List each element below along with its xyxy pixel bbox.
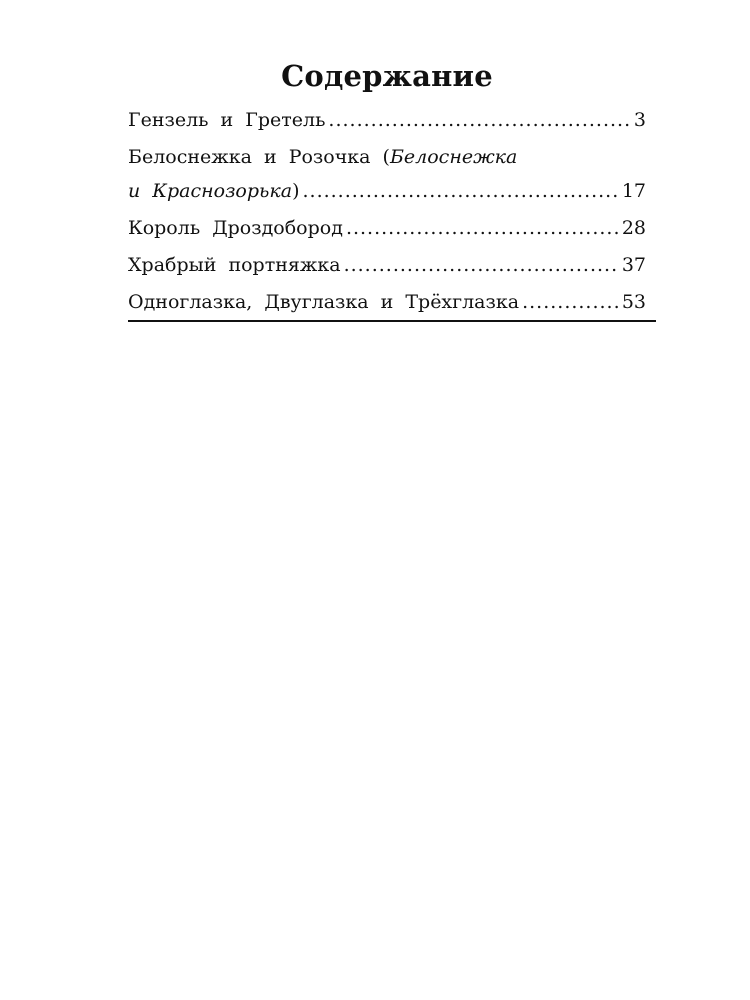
toc-entry-title: Король Дроздобород (128, 217, 343, 239)
toc-entry-title-close-paren: ) (292, 180, 300, 202)
toc-page-number: 37 (621, 254, 646, 276)
toc-entry-korol-drozdoborod[interactable] (128, 211, 646, 245)
toc-line (128, 248, 646, 282)
section-divider (128, 320, 656, 322)
dot-leader (346, 211, 619, 245)
toc-entry-title-part: Белоснежка и Розочка ( (128, 146, 390, 168)
toc-page-number: 3 (633, 109, 646, 131)
toc-entry-title: Храбрый портняжка (128, 254, 341, 276)
toc-line-second (128, 174, 646, 208)
page-title: Содержание (281, 59, 493, 93)
toc-entry-belosnezhka-i-rozochka[interactable] (128, 140, 646, 208)
toc-page-number: 53 (621, 291, 646, 313)
toc-entry-gensel-i-gretel[interactable] (128, 103, 646, 137)
toc-line (128, 103, 646, 137)
toc-entry-khrabryi-portnyazhka[interactable] (128, 248, 646, 282)
table-of-contents (128, 56, 646, 322)
dot-leader (302, 174, 618, 208)
dot-leader (522, 285, 619, 319)
toc-line (128, 285, 646, 319)
toc-entries (128, 103, 646, 319)
dot-leader (328, 103, 630, 137)
toc-entry-title-italic-continued: и Краснозорька (128, 180, 293, 202)
toc-entry-odnoglazka[interactable] (128, 285, 646, 319)
dot-leader (344, 248, 619, 282)
toc-line-first (128, 140, 646, 174)
toc-entry-title: Гензель и Гретель (128, 109, 326, 131)
toc-line (128, 211, 646, 245)
toc-entry-title-italic: Белоснежка (389, 146, 518, 168)
toc-entry-title: Одноглазка, Двуглазка и Трёхглазка (128, 291, 520, 313)
toc-page-number: 28 (621, 217, 646, 239)
toc-page-number: 17 (621, 180, 646, 202)
